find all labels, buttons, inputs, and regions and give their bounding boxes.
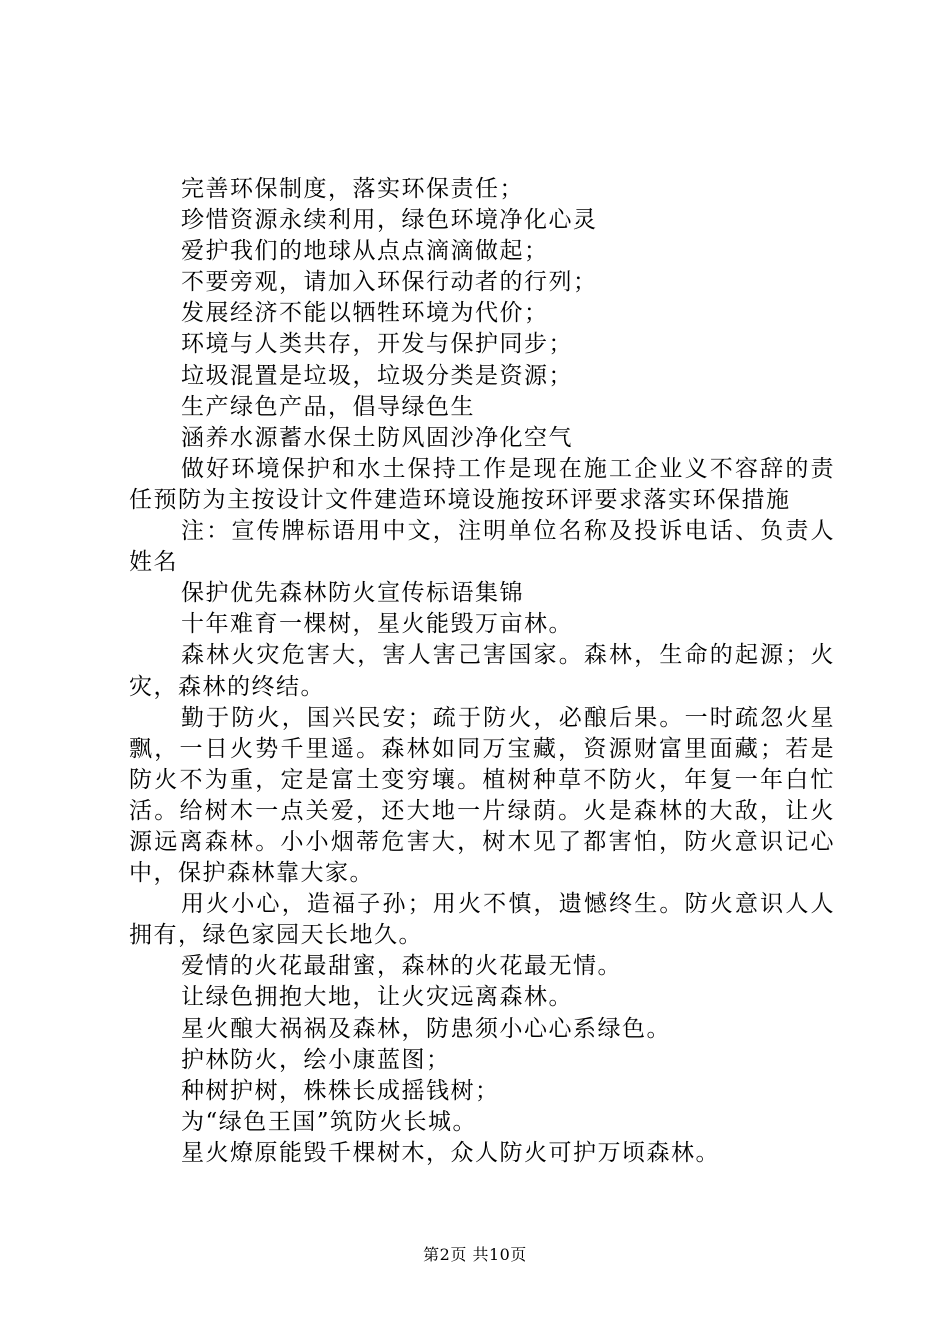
paragraph: 发展经济不能以牺牲环境为代价； — [181, 300, 549, 327]
section-heading: 保护优先森林防火宣传标语集锦 — [181, 580, 524, 607]
paragraph: 种树护树，株株长成摇钱树； — [181, 1077, 500, 1104]
paragraph: 让绿色拥抱大地，让火灾远离森林。 — [181, 984, 573, 1011]
paragraph: 完善环保制度，落实环保责任； — [181, 176, 524, 202]
paragraph: 珍惜资源永续利用，绿色环境净化心灵 — [181, 207, 598, 234]
paragraph: 星火酿大祸祸及森林，防患须小心心系绿色。 — [181, 1015, 671, 1042]
paragraph: 为“绿色王国”筑防火长城。 — [181, 1108, 478, 1135]
paragraph: 森林火灾危害大，害人害己害国家。森林，生命的起源；火灾，森林的终结。 — [129, 642, 835, 700]
paragraph: 护林防火，绘小康蓝图； — [181, 1046, 451, 1073]
paragraph: 生产绿色产品，倡导绿色生 — [181, 393, 475, 420]
paragraph: 不要旁观，请加入环保行动者的行列； — [181, 269, 598, 296]
paragraph: 用火小心，造福子孙；用火不慎，遗憾终生。防火意识人人拥有，绿色家园天长地久。 — [129, 891, 835, 949]
paragraph: 环境与人类共存，开发与保护同步； — [181, 331, 573, 358]
paragraph: 十年难育一棵树，星火能毁万亩林。 — [181, 611, 573, 638]
paragraph: 勤于防火，国兴民安；疏于防火，必酿后果。一时疏忽火星飘，一日火势千里遥。森林如同万宝藏，资源财富里面藏；若是防火不为重，定是富土变穷壤。植树种草不防火，年复一年白忙活。给树木一点关爱，还大地一片绿荫。火是森林的大敌，让火源远离森林。小小烟蒂危害大，树木见了都害怕，防火意识记心中，保护森林靠大家。 — [129, 704, 835, 887]
paragraph: 爱护我们的地球从点点滴滴做起； — [181, 238, 549, 265]
paragraph: 爱情的火花最甜蜜，森林的火花最无情。 — [181, 953, 622, 980]
paragraph: 做好环境保护和水土保持工作是现在施工企业义不容辞的责任预防为主按设计文件建造环境设施按环评要求落实环保措施 — [129, 455, 835, 513]
paragraph: 涵养水源蓄水保土防风固沙净化空气 — [181, 424, 573, 451]
paragraph: 星火燎原能毁千棵树木，众人防火可护万顷森林。 — [181, 1139, 720, 1166]
paragraph: 垃圾混置是垃圾，垃圾分类是资源； — [181, 362, 573, 389]
document-body — [129, 174, 835, 1169]
paragraph: 注：宣传牌标语用中文，注明单位名称及投诉电话、负责人姓名 — [129, 518, 835, 576]
page-number: 第2页 共10页 — [423, 1245, 527, 1264]
